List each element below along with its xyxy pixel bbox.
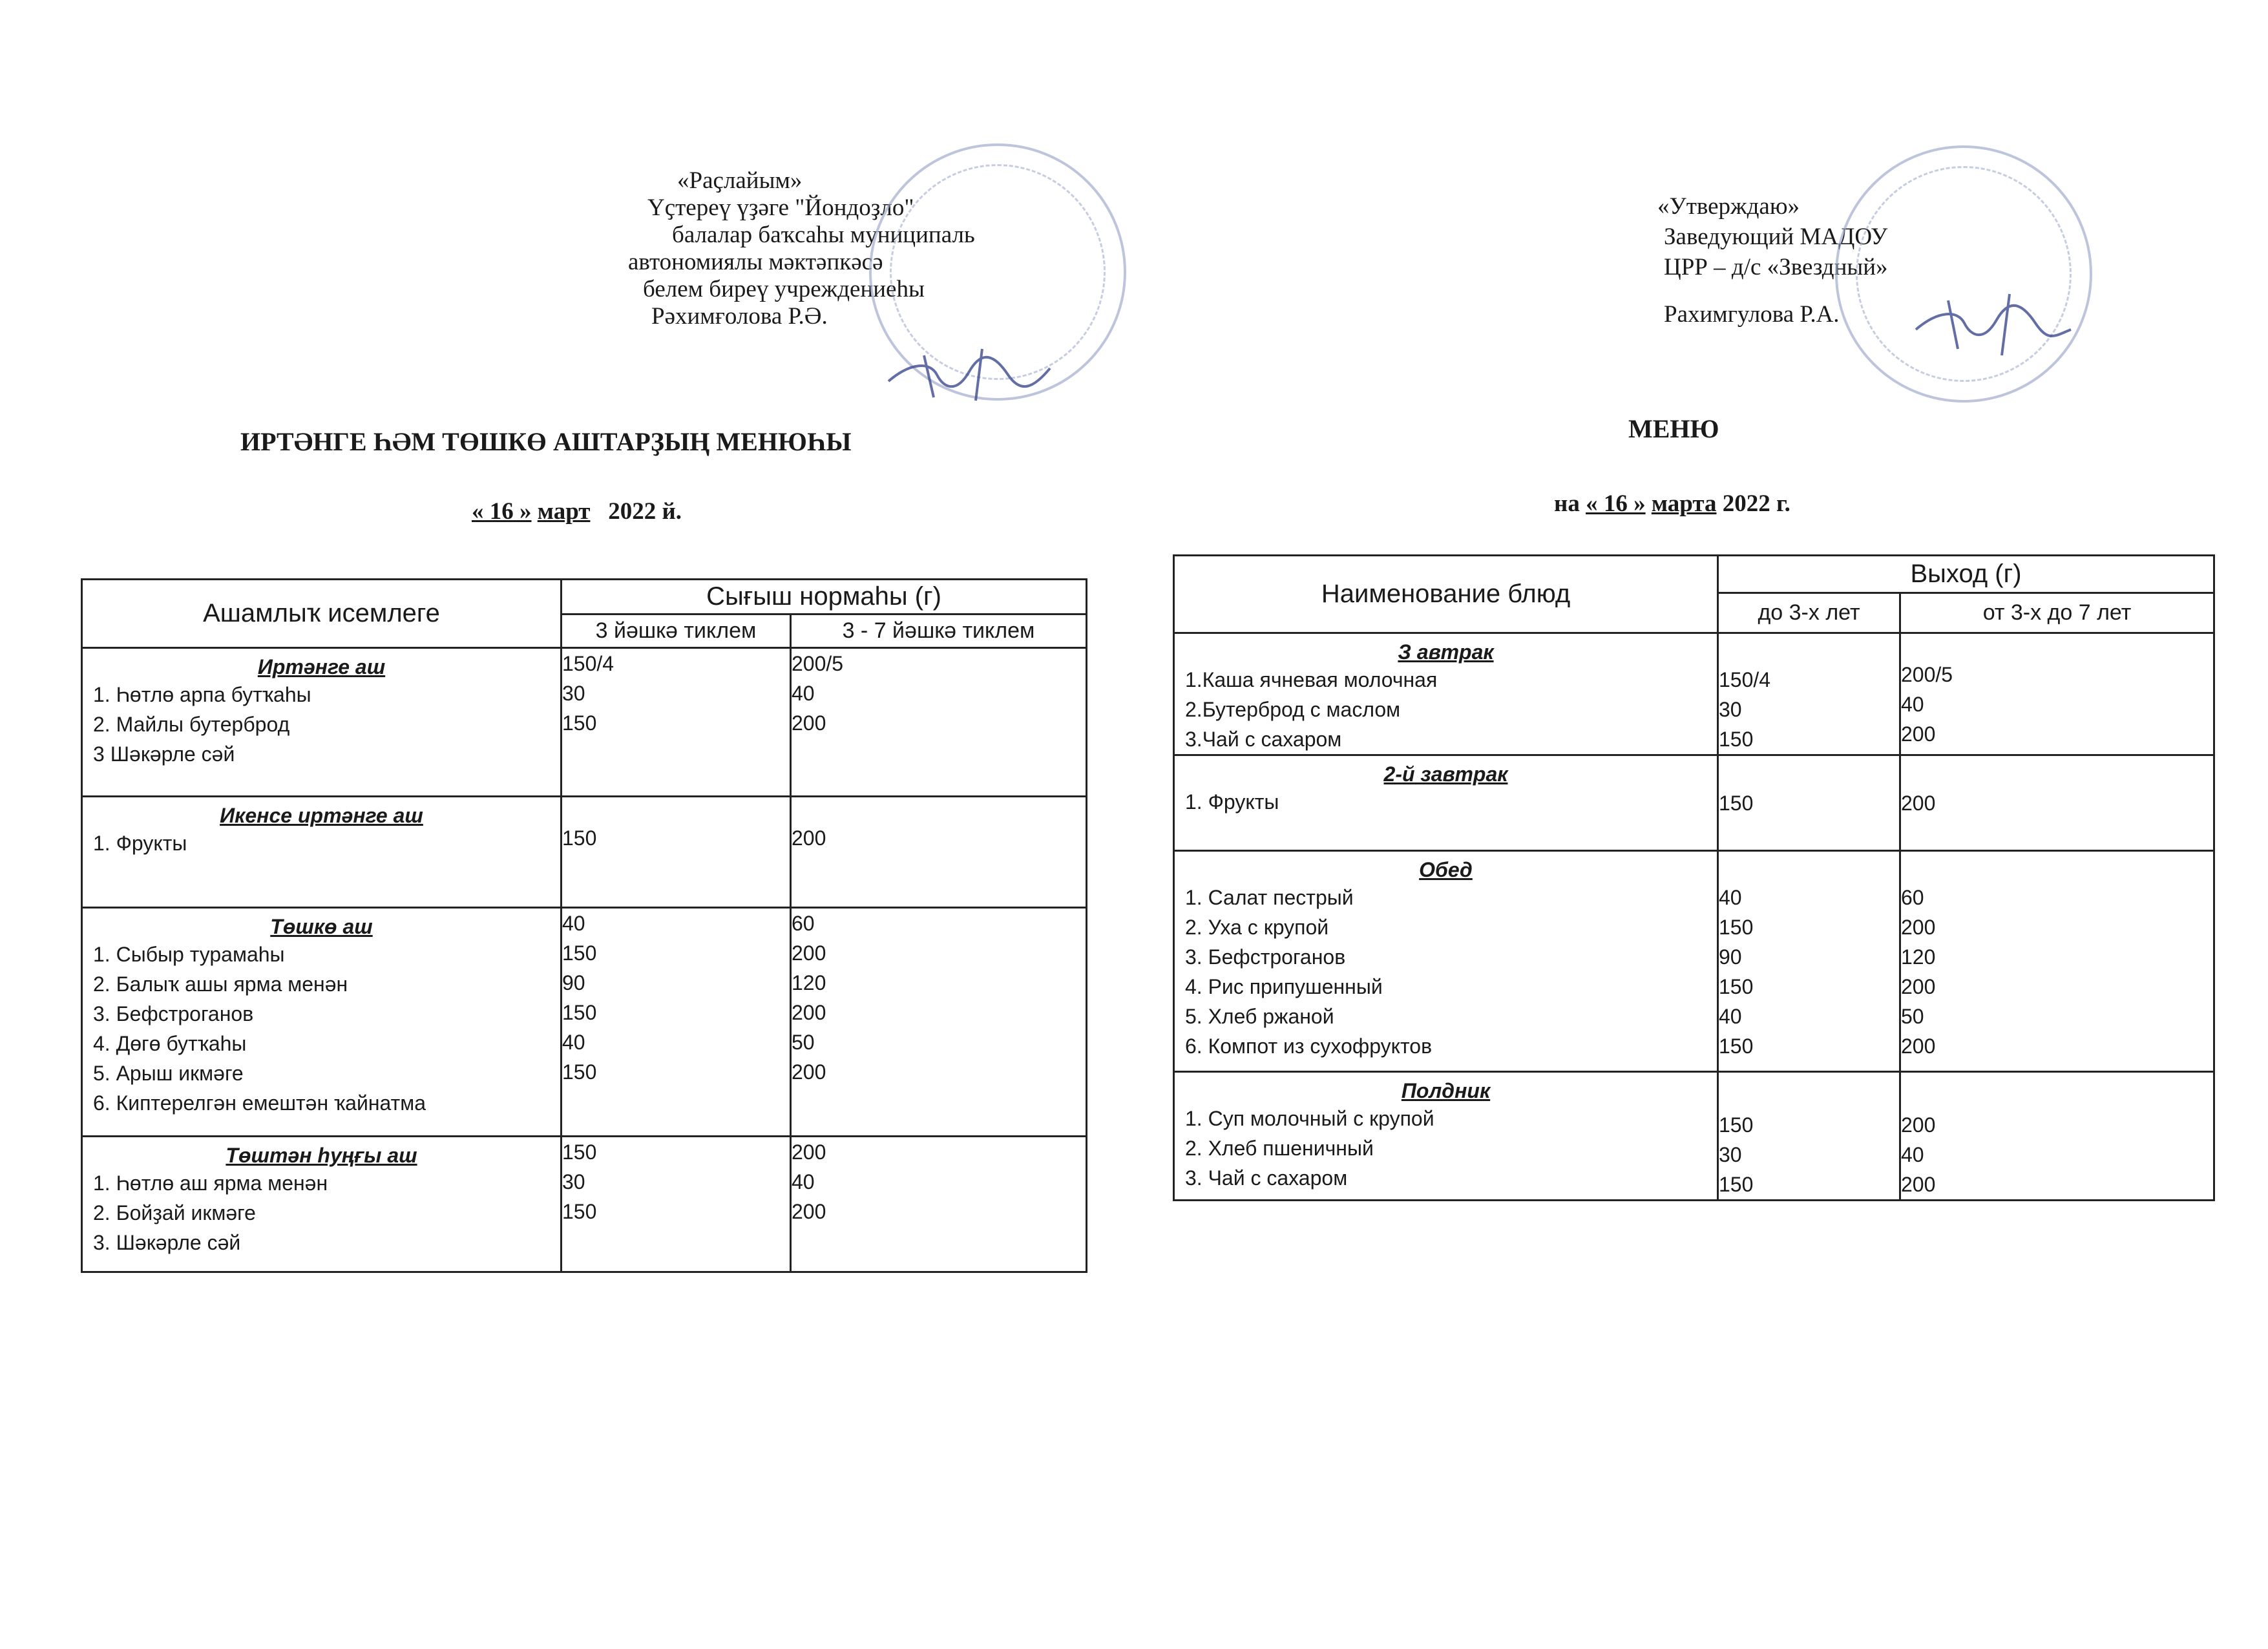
left-meal-row bbox=[82, 908, 1087, 1137]
right-title: МЕНЮ bbox=[1628, 414, 1719, 443]
right-approval-line: ЦРР – д/с «Звездный» bbox=[1664, 254, 1888, 280]
left-dish: 6. Киптерелгән емештән ҡайнатма bbox=[93, 1091, 426, 1115]
left-menu-table bbox=[81, 578, 1087, 1273]
left-value: 200 bbox=[792, 711, 826, 735]
left-meal-title: Төшкө аш bbox=[270, 915, 373, 938]
left-header-age2: 3 - 7 йәшкә тиклем bbox=[791, 614, 1087, 648]
right-dish: 1. Салат пестрый bbox=[1185, 886, 1354, 909]
right-value: 40 bbox=[1901, 693, 1924, 716]
left-value: 150 bbox=[562, 1200, 597, 1223]
right-value: 200 bbox=[1901, 792, 1936, 815]
left-dish: 1. Сыбыр турамаһы bbox=[93, 943, 285, 966]
right-header-dish: Наименование блюд bbox=[1174, 556, 1718, 633]
left-approval-line: Рәхимғолова Р.Ә. bbox=[651, 303, 828, 330]
left-meal-row bbox=[82, 1137, 1087, 1272]
left-dish: 1. Фрукты bbox=[93, 832, 187, 855]
left-date-year: 2022 й. bbox=[608, 498, 682, 525]
left-approval-line: Үҫтереү үҙәге "Йондоҙло" bbox=[647, 194, 914, 221]
left-value: 40 bbox=[562, 1031, 585, 1054]
right-value: 200 bbox=[1901, 916, 1936, 939]
left-meal-title: Иртәнге аш bbox=[257, 655, 386, 678]
right-dish: 2. Хлеб пшеничный bbox=[1185, 1137, 1374, 1160]
right-value: 50 bbox=[1901, 1005, 1924, 1028]
right-meal-row bbox=[1174, 633, 2214, 755]
right-value: 150 bbox=[1719, 1035, 1754, 1058]
right-value: 200 bbox=[1901, 975, 1936, 998]
left-dish: 1. Һөтлө аш ярма менән bbox=[93, 1171, 328, 1195]
right-value: 150 bbox=[1719, 1113, 1754, 1137]
right-menu-table bbox=[1173, 554, 2215, 1201]
right-dish: 3. Чай с сахаром bbox=[1185, 1166, 1348, 1190]
right-date-year: 2022 г. bbox=[1722, 490, 1790, 517]
right-header-age2: от 3-х до 7 лет bbox=[1900, 593, 2214, 633]
left-header-dish: Ашамлыҡ исемлеге bbox=[82, 580, 562, 648]
right-value: 30 bbox=[1719, 1143, 1742, 1166]
right-stamp-seal bbox=[1835, 145, 2092, 403]
right-dish: 5. Хлеб ржаной bbox=[1185, 1005, 1334, 1028]
right-dish: 3. Бефстроганов bbox=[1185, 945, 1346, 969]
right-value: 120 bbox=[1901, 945, 1936, 969]
left-signature bbox=[885, 336, 1053, 407]
right-value: 200 bbox=[1901, 722, 1936, 746]
right-meal-title: 2-й завтрак bbox=[1383, 762, 1508, 786]
left-value: 90 bbox=[562, 971, 585, 994]
right-dish: 6. Компот из сухофруктов bbox=[1185, 1035, 1433, 1058]
right-value: 150 bbox=[1719, 1173, 1754, 1196]
right-value: 200 bbox=[1901, 1035, 1936, 1058]
right-meal-title: Обед bbox=[1419, 858, 1473, 881]
left-meal-row bbox=[82, 797, 1087, 908]
left-approval-line: белем биреү учреждениеһы bbox=[643, 276, 925, 302]
right-dish: 2. Уха с крупой bbox=[1185, 916, 1329, 939]
left-dish: 2. Бойҙай икмәге bbox=[93, 1201, 256, 1224]
right-meal-row bbox=[1174, 755, 2214, 851]
left-value: 150/4 bbox=[562, 652, 614, 675]
left-dish: 2. Майлы бутерброд bbox=[93, 713, 290, 736]
right-value: 200/5 bbox=[1901, 663, 1953, 686]
left-value: 150 bbox=[562, 826, 597, 850]
right-date-month: марта bbox=[1651, 490, 1717, 517]
left-approval-line: автономиялы мәктәпкәсә bbox=[628, 249, 883, 275]
right-value: 40 bbox=[1719, 886, 1742, 909]
left-value: 40 bbox=[562, 912, 585, 935]
right-dish: 1.Каша ячневая молочная bbox=[1185, 668, 1438, 691]
right-meal-title: Полдник bbox=[1401, 1079, 1491, 1102]
right-value: 200 bbox=[1901, 1113, 1936, 1137]
right-date bbox=[1554, 490, 1790, 518]
right-dish: 3.Чай с сахаром bbox=[1185, 728, 1342, 751]
left-dish: 2. Балыҡ ашы ярма менән bbox=[93, 972, 348, 996]
left-dish: 3 Шәкәрле сәй bbox=[93, 742, 235, 766]
right-value: 40 bbox=[1901, 1143, 1924, 1166]
right-approval-block bbox=[1134, 0, 2268, 414]
right-meal-row bbox=[1174, 851, 2214, 1072]
right-value: 150/4 bbox=[1719, 668, 1771, 691]
left-value: 60 bbox=[792, 912, 815, 935]
left-value: 150 bbox=[562, 711, 597, 735]
left-approval-line: балалар баҡсаһы муниципаль bbox=[672, 222, 975, 248]
left-date bbox=[472, 498, 682, 525]
right-dish: 4. Рис припушенный bbox=[1185, 975, 1383, 998]
left-date-day: « 16 » bbox=[472, 498, 532, 525]
left-value: 200 bbox=[792, 941, 826, 965]
right-value: 90 bbox=[1719, 945, 1742, 969]
left-dish: 1. Һөтлө арпа бутҡаһы bbox=[93, 683, 311, 706]
right-meal-title: З автрак bbox=[1398, 640, 1494, 664]
right-date-prefix: на bbox=[1554, 490, 1580, 517]
right-approval-line: «Утверждаю» bbox=[1657, 193, 1800, 220]
right-value: 150 bbox=[1719, 728, 1754, 751]
left-value: 200 bbox=[792, 826, 826, 850]
left-header-output: Сығыш нормаһы (г) bbox=[562, 580, 1087, 614]
left-value: 200/5 bbox=[792, 652, 844, 675]
right-approval-line: Заведующий МАДОУ bbox=[1664, 224, 1888, 250]
left-value: 120 bbox=[792, 971, 826, 994]
left-meal-title: Төштән һуңғы аш bbox=[226, 1144, 417, 1167]
right-header-output: Выход (г) bbox=[1718, 556, 2214, 593]
left-value: 200 bbox=[792, 1001, 826, 1024]
left-title: ИРТӘНГЕ ҺӘМ ТӨШКӨ АШТАРҘЫҢ МЕНЮҺЫ bbox=[240, 427, 852, 456]
right-date-day: « 16 » bbox=[1586, 490, 1646, 517]
right-value: 150 bbox=[1719, 975, 1754, 998]
right-dish: 2.Бутерброд с маслом bbox=[1185, 698, 1401, 721]
left-value: 200 bbox=[792, 1140, 826, 1164]
left-meal-title: Икенсе иртәнге аш bbox=[220, 804, 423, 827]
left-value: 200 bbox=[792, 1060, 826, 1084]
left-value: 150 bbox=[562, 1001, 597, 1024]
right-value: 30 bbox=[1719, 698, 1742, 721]
left-value: 30 bbox=[562, 682, 585, 705]
right-value: 60 bbox=[1901, 886, 1924, 909]
right-value: 150 bbox=[1719, 792, 1754, 815]
left-meal-row bbox=[82, 648, 1087, 797]
left-value: 40 bbox=[792, 682, 815, 705]
left-dish: 3. Бефстроганов bbox=[93, 1002, 254, 1025]
right-meal-row bbox=[1174, 1072, 2214, 1201]
right-value: 200 bbox=[1901, 1173, 1936, 1196]
left-value: 150 bbox=[562, 1060, 597, 1084]
right-dish: 1. Фрукты bbox=[1185, 790, 1279, 814]
left-approval-line: «Раҫлайым» bbox=[677, 167, 803, 194]
right-dish: 1. Суп молочный с крупой bbox=[1185, 1107, 1434, 1130]
left-value: 30 bbox=[562, 1170, 585, 1193]
left-value: 200 bbox=[792, 1200, 826, 1223]
left-header-age1: 3 йәшкә тиклем bbox=[562, 614, 791, 648]
left-value: 50 bbox=[792, 1031, 815, 1054]
left-value: 40 bbox=[792, 1170, 815, 1193]
left-dish: 3. Шәкәрле сәй bbox=[93, 1231, 241, 1254]
right-signature bbox=[1913, 284, 2074, 362]
left-value: 150 bbox=[562, 1140, 597, 1164]
right-value: 40 bbox=[1719, 1005, 1742, 1028]
left-value: 150 bbox=[562, 941, 597, 965]
left-dish: 4. Дөгө бутҡаһы bbox=[93, 1032, 247, 1055]
right-header-age1: до 3-х лет bbox=[1718, 593, 1900, 633]
left-date-month: март bbox=[537, 498, 591, 525]
left-dish: 5. Арыш икмәге bbox=[93, 1062, 244, 1085]
right-approval-line: Рахимгулова Р.А. bbox=[1664, 301, 1840, 328]
right-value: 150 bbox=[1719, 916, 1754, 939]
